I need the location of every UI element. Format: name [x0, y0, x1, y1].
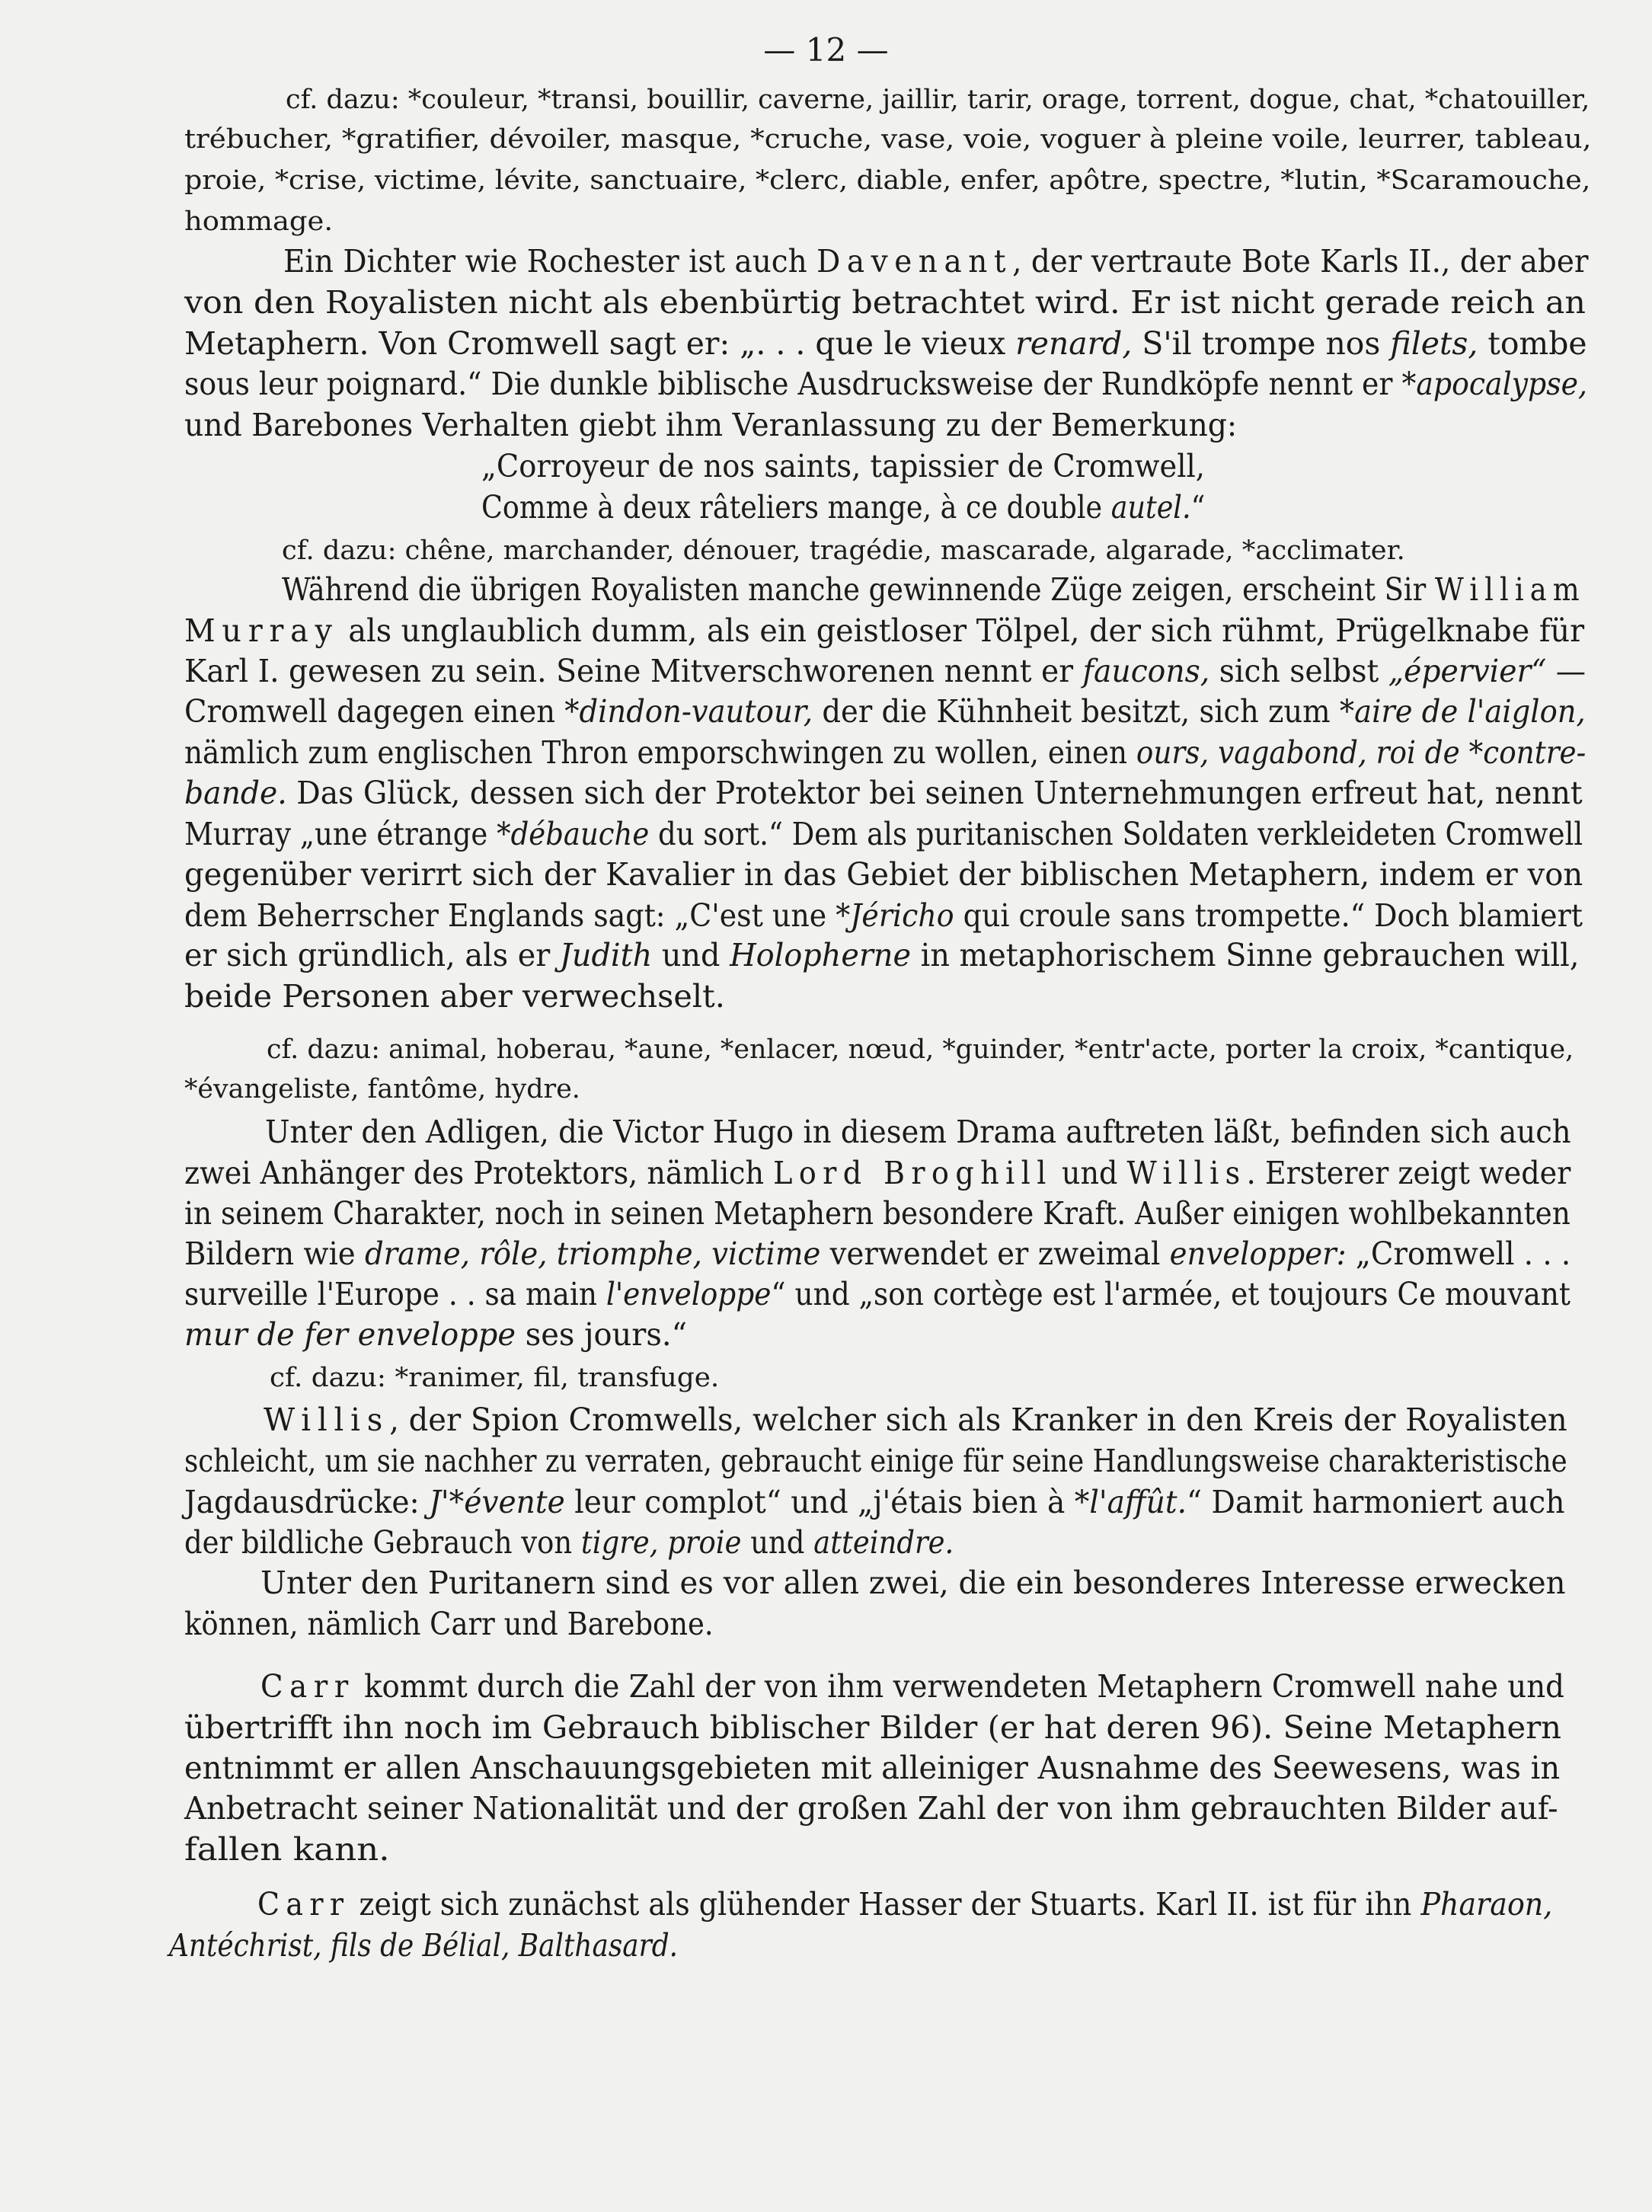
text-line — [184, 1604, 714, 1644]
italic-text: mur de fer enveloppe — [184, 1316, 516, 1353]
text-span: entnimmt er allen Anschauungsgebieten mit alleiniger Ausnahme des Seewesens, was in — [184, 1750, 1561, 1786]
text-span: der die Kühnheit besitzt, sich zum — [813, 693, 1340, 730]
text-line — [184, 1830, 390, 1869]
text-line — [184, 1788, 1558, 1828]
text-span: Jagdausdrücke: — [184, 1484, 430, 1520]
text-span: zwei Anhänger des Protektors, nämlich — [184, 1155, 774, 1191]
spaced-name: Willis — [1126, 1155, 1247, 1191]
text-span: gegenüber verirrt sich der Kavalier in das Gebiet der biblischen Metaphern, indem er von — [184, 856, 1583, 893]
text-line — [260, 1667, 1564, 1706]
text-line — [265, 1112, 1571, 1152]
text-span: in seinem Charakter, noch in seinen Metaphern besondere Kraft. Außer einigen wohlbekannten — [184, 1195, 1571, 1232]
text-span: Anbetracht seiner Nationalität und der großen Zahl der von ihm gebrauchten Bilder auf- — [184, 1790, 1558, 1827]
text-span: zeigt sich zunächst als glühender Hasser der Stuarts. Karl II. ist für ihn — [350, 1886, 1421, 1923]
italic-text: faucons, — [1082, 653, 1210, 689]
italic-text: Antéchrist, fils de Bélial, Balthasard. — [169, 1927, 679, 1964]
spaced-name: William — [1434, 571, 1586, 608]
spaced-name: Lord Broghill — [773, 1155, 1053, 1191]
italic-text: envelopper: — [1169, 1235, 1347, 1272]
spaced-name: Willis — [264, 1402, 390, 1438]
italic-text: *débauche — [497, 816, 650, 852]
text-line — [184, 1748, 1560, 1788]
text-line — [169, 1926, 678, 1965]
text-span: „Cromwell . . . — [1346, 1235, 1571, 1272]
page-number: — 12 — — [763, 31, 889, 69]
text-span: tombe — [1478, 325, 1587, 362]
text-span: hommage. — [184, 206, 334, 237]
text-span: , der vertraute Bote Karls II., der aber — [1012, 243, 1589, 280]
text-span: fallen kann. — [184, 1831, 390, 1868]
text-line — [184, 896, 1583, 935]
italic-text: ours, vagabond, roi de *contre- — [1136, 734, 1586, 771]
text-line — [286, 80, 1590, 120]
text-line — [184, 1482, 1564, 1522]
text-span: und Barebones Verhalten giebt ihm Veranlassung zu der Bemerkung: — [184, 407, 1238, 443]
text-span: cf. dazu: *ranimer, fil, transfuge. — [270, 1363, 720, 1393]
text-line — [184, 977, 725, 1016]
text-line — [184, 405, 1237, 445]
text-line — [184, 651, 1586, 691]
italic-text: atteindre. — [813, 1524, 954, 1561]
text-line — [184, 611, 1584, 650]
text-span: beide Personen aber verwechselt. — [184, 978, 725, 1015]
italic-text: autel. — [1110, 489, 1191, 526]
italic-text: filets, — [1390, 325, 1478, 362]
text-span: schleicht, um sie nachher zu verraten, gebraucht einige für seine Handlungsweise charakteristische — [184, 1443, 1567, 1479]
italic-text: tigre, proie — [580, 1524, 742, 1561]
text-line — [184, 1153, 1571, 1193]
text-line — [184, 1441, 1567, 1481]
text-line — [264, 1400, 1567, 1440]
italic-text: Judith — [559, 937, 653, 973]
text-span: kommt durch die Zahl der von ihm verwendeten Metaphern Cromwell nahe und — [354, 1668, 1564, 1705]
text-line — [282, 531, 1405, 571]
text-span: trébucher, *gratifier, dévoiler, masque, *cruche, vase, voie, voguer à pleine voile, leurrer, tableau, — [184, 124, 1592, 155]
spaced-name: Carr — [257, 1886, 350, 1923]
text-span: leur complot“ und „j'étais bien à — [564, 1484, 1075, 1520]
spaced-name: Carr — [260, 1668, 355, 1705]
text-span: S'il trompe nos — [1132, 325, 1391, 362]
text-line — [184, 1523, 954, 1562]
italic-text: *Jéricho — [836, 897, 954, 934]
text-line — [184, 120, 1592, 159]
text-line — [184, 1194, 1571, 1233]
text-span: Murray „une étrange — [184, 816, 497, 852]
text-span: cf. dazu: *couleur, *transi, bouillir, caverne, jaillir, tarir, orage, torrent, dogue, chat, *chatouiller, — [286, 85, 1590, 115]
text-span: du sort.“ Dem als puritanischen Soldaten verkleideten Cromwell — [649, 816, 1583, 852]
text-span: Das Glück, dessen sich der Protektor bei seinen Unternehmungen erfreut hat, nennt — [286, 775, 1583, 811]
text-line — [184, 364, 1587, 404]
text-span: „Corroyeur de nos saints, tapissier de Cromwell, — [481, 448, 1206, 484]
text-line — [184, 1315, 687, 1354]
text-line — [184, 733, 1586, 772]
text-span: “ und „son cortège est l'armée, et toujours Ce mouvant — [771, 1276, 1571, 1312]
text-span: . Ersterer zeigt weder — [1246, 1155, 1571, 1191]
italic-text: *apocalypse, — [1401, 366, 1588, 402]
text-span: Bildern wie — [184, 1235, 365, 1272]
italic-text: J'*évente — [429, 1484, 565, 1520]
text-line — [184, 855, 1583, 894]
text-line — [184, 324, 1587, 363]
text-span: sous leur poignard.“ Die dunkle biblische Ausdrucksweise der Rundköpfe nennt er — [184, 366, 1402, 402]
text-line — [267, 1030, 1574, 1069]
text-span: und — [652, 937, 730, 973]
text-span: verwendet er zweimal — [820, 1235, 1170, 1272]
text-span: Metaphern. Von Cromwell sagt er: „. . . que le vieux — [184, 325, 1016, 362]
text-line — [184, 202, 333, 241]
text-span: Während die übrigen Royalisten manche gewinnende Züge zeigen, erscheint Sir — [282, 571, 1435, 608]
text-line — [481, 446, 1205, 486]
text-line — [481, 487, 1205, 527]
text-span: von den Royalisten nicht als ebenbürtig betrachtet wird. Er ist nicht gerade reich an — [184, 284, 1586, 321]
text-span: *évangeliste, fantôme, hydre. — [184, 1074, 580, 1104]
italic-text: Pharaon, — [1420, 1886, 1553, 1923]
text-span: , der Spion Cromwells, welcher sich als Kranker in den Kreis der Royalisten — [389, 1402, 1567, 1438]
text-span: Comme à deux râteliers mange, à ce double — [481, 489, 1111, 526]
text-span: surveille l'Europe . . sa main — [184, 1276, 606, 1312]
text-line — [184, 692, 1586, 731]
text-span: der bildliche Gebrauch von — [184, 1524, 581, 1561]
text-span: und — [741, 1524, 814, 1561]
text-line — [184, 1069, 580, 1109]
spaced-name: Davenant — [816, 243, 1013, 280]
text-line — [184, 1234, 1571, 1274]
italic-text: drame, rôle, triomphe, victime — [364, 1235, 821, 1272]
text-span: qui croule sans trompette.“ Doch blamiert — [954, 897, 1583, 934]
italic-text: „épervier“ — [1388, 653, 1547, 689]
text-span: Unter den Puritanern sind es vor allen zwei, die ein besonderes Interesse erwecken — [260, 1565, 1566, 1601]
text-line — [184, 773, 1583, 813]
text-span: übertrifft ihn noch im Gebrauch biblischer Bilder (er hat deren 96). Seine Metaphern — [184, 1709, 1562, 1746]
text-line — [260, 1563, 1566, 1603]
text-line — [257, 1884, 1552, 1924]
text-span: cf. dazu: chêne, marchander, dénouer, tragédie, mascarade, algarade, *acclimater. — [282, 535, 1405, 566]
text-span: Karl I. gewesen zu sein. Seine Mitverschworenen nennt er — [184, 653, 1083, 689]
italic-text: *dindon-vautour, — [564, 693, 813, 730]
italic-text: renard, — [1015, 325, 1133, 362]
text-span: — — [1546, 653, 1586, 689]
text-line — [184, 935, 1580, 975]
text-span: nämlich zum englischen Thron emporschwingen zu wollen, einen — [184, 734, 1136, 771]
text-span: als unglaublich dumm, als ein geistloser Tölpel, der sich rühmt, Prügelknabe für — [338, 612, 1585, 649]
text-span: Ein Dichter wie Rochester ist auch — [283, 243, 817, 280]
text-span: und — [1052, 1155, 1127, 1191]
text-span: cf. dazu: animal, hoberau, *aune, *enlacer, nœud, *guinder, *entr'acte, porter la croix, *cantique, — [267, 1034, 1574, 1065]
text-span: können, nämlich Carr und Barebone. — [184, 1606, 714, 1642]
text-line — [283, 241, 1588, 281]
text-line — [184, 814, 1583, 854]
italic-text: Holopherne — [730, 937, 911, 973]
text-line — [184, 161, 1590, 200]
text-line — [270, 1358, 719, 1398]
italic-text: *aire de l'aiglon, — [1339, 693, 1586, 730]
text-span: “ Damit harmoniert auch — [1187, 1484, 1565, 1520]
text-span: proie, *crise, victime, lévite, sanctuaire, *clerc, diable, enfer, apôtre, spectre, *lutin, *Scaramouche, — [184, 165, 1591, 196]
italic-text: l'enveloppe — [606, 1276, 772, 1312]
spaced-name: Murray — [184, 612, 339, 649]
italic-text: bande. — [184, 775, 287, 811]
italic-text: *l'affût. — [1074, 1484, 1187, 1520]
text-span: dem Beherrscher Englands sagt: „C'est une — [184, 897, 836, 934]
text-span: “ — [1190, 489, 1206, 526]
text-line — [282, 570, 1586, 609]
text-span: ses jours.“ — [515, 1316, 688, 1353]
text-span: Cromwell dagegen einen — [184, 693, 565, 730]
text-span: sich selbst — [1209, 653, 1388, 689]
text-line — [184, 1708, 1561, 1747]
text-span: er sich gründlich, als er — [184, 937, 560, 973]
text-line — [184, 1274, 1571, 1314]
text-span: in metaphorischem Sinne gebrauchen will, — [910, 937, 1580, 973]
text-line — [184, 283, 1586, 322]
text-span: Unter den Adligen, die Victor Hugo in diesem Drama auftreten läßt, befinden sich auch — [265, 1114, 1571, 1150]
